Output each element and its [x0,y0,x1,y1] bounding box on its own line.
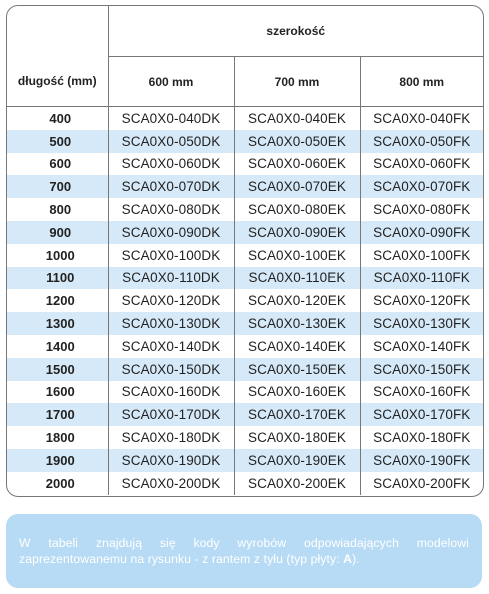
product-code-cell: SCA0X0-100FK [360,244,483,267]
table-body [7,107,483,495]
table-row [7,244,483,267]
length-cell: 1500 [7,358,108,381]
width-group-header: szerokość [108,6,483,57]
length-cell: 1700 [7,403,108,426]
width-column-header: 700 mm [234,57,360,107]
product-code-cell: SCA0X0-180EK [234,426,360,449]
length-cell: 400 [49,110,72,126]
product-code-cell: SCA0X0-150EK [234,358,360,381]
product-code-cell: SCA0X0-070FK [360,175,483,198]
product-code-cell: SCA0X0-050EK [234,130,360,153]
table-header-group-row [7,6,483,57]
product-code-cell: SCA0X0-150DK [108,358,234,381]
product-code-cell: SCA0X0-100EK [234,244,360,267]
product-code-cell: SCA0X0-040FK [360,107,483,130]
table-row [7,426,483,449]
product-code-cell: SCA0X0-190DK [108,449,234,472]
length-cell: 800 [49,202,72,218]
length-cell: 1400 [45,338,75,354]
note-type-letter: A [343,552,353,566]
table-row [7,335,483,358]
note-text-before: W tabeli znajdują się kody wyrobów odpowiadających modelowi zaprezentowanemu na rysunku - z rantem z tyłu (typ płyty: [19,536,469,566]
table-row [7,358,483,381]
note-text-after: ). [352,552,360,566]
table-row [7,403,483,426]
product-code-cell: SCA0X0-120DK [108,289,234,312]
product-code-table [7,6,483,495]
product-code-cell: SCA0X0-160FK [360,381,483,404]
length-cell: 1100 [7,267,108,290]
table-row [7,130,483,153]
product-code-cell: SCA0X0-200EK [234,472,360,495]
product-code-cell: SCA0X0-130EK [234,312,360,335]
length-cell: 1200 [45,293,75,309]
product-code-cell: SCA0X0-080DK [108,198,234,221]
product-code-cell: SCA0X0-070EK [234,175,360,198]
length-cell: 500 [7,130,108,153]
table-row [7,267,483,290]
product-code-cell: SCA0X0-130FK [360,312,483,335]
length-cell: 2000 [45,475,75,491]
length-cell: 1300 [7,312,108,335]
product-code-cell: SCA0X0-110FK [360,267,483,290]
width-column-header: 800 mm [360,57,483,107]
product-code-cell: SCA0X0-120EK [234,289,360,312]
product-code-cell: SCA0X0-170FK [360,403,483,426]
product-code-cell: SCA0X0-200DK [108,472,234,495]
product-code-cell: SCA0X0-060FK [360,153,483,176]
table-row [7,221,483,244]
product-code-cell: SCA0X0-190EK [234,449,360,472]
product-code-cell: SCA0X0-060DK [108,153,234,176]
product-code-cell: SCA0X0-050DK [108,130,234,153]
product-code-cell: SCA0X0-200FK [360,472,483,495]
product-code-cell: SCA0X0-150FK [360,358,483,381]
product-code-table-frame [6,5,484,497]
product-code-cell: SCA0X0-110DK [108,267,234,290]
length-cell: 1900 [7,449,108,472]
length-cell: 1600 [45,384,75,400]
table-row [7,472,483,495]
table-row [7,107,483,130]
product-code-cell: SCA0X0-180FK [360,426,483,449]
product-code-cell: SCA0X0-130DK [108,312,234,335]
product-code-cell: SCA0X0-040DK [108,107,234,130]
length-column-header: długość (mm) [7,57,108,107]
table-row [7,449,483,472]
table-row [7,312,483,335]
length-cell: 1000 [45,247,75,263]
product-code-cell: SCA0X0-080EK [234,198,360,221]
table-row [7,153,483,176]
product-code-cell: SCA0X0-140EK [234,335,360,358]
product-code-cell: SCA0X0-070DK [108,175,234,198]
product-code-cell: SCA0X0-100DK [108,244,234,267]
table-row [7,175,483,198]
product-code-cell: SCA0X0-060EK [234,153,360,176]
product-code-cell: SCA0X0-170EK [234,403,360,426]
product-code-cell: SCA0X0-180DK [108,426,234,449]
length-cell: 900 [7,221,108,244]
length-cell: 600 [49,156,72,172]
header-empty-cell [7,6,108,57]
info-note-text [19,535,469,567]
product-code-cell: SCA0X0-110EK [234,267,360,290]
length-cell: 700 [7,175,108,198]
table-row [7,289,483,312]
product-code-cell: SCA0X0-160EK [234,381,360,404]
product-code-cell: SCA0X0-090DK [108,221,234,244]
product-code-cell: SCA0X0-120FK [360,289,483,312]
product-code-cell: SCA0X0-090FK [360,221,483,244]
length-cell: 1800 [45,430,75,446]
product-code-cell: SCA0X0-160DK [108,381,234,404]
product-code-cell: SCA0X0-090EK [234,221,360,244]
table-row [7,381,483,404]
table-row [7,198,483,221]
product-code-cell: SCA0X0-190FK [360,449,483,472]
product-code-cell: SCA0X0-050FK [360,130,483,153]
product-code-cell: SCA0X0-170DK [108,403,234,426]
product-code-cell: SCA0X0-140FK [360,335,483,358]
info-note-box [6,514,482,588]
product-code-cell: SCA0X0-040EK [234,107,360,130]
product-code-cell: SCA0X0-140DK [108,335,234,358]
table-header-row [7,57,483,107]
width-column-header: 600 mm [108,57,234,107]
product-code-cell: SCA0X0-080FK [360,198,483,221]
